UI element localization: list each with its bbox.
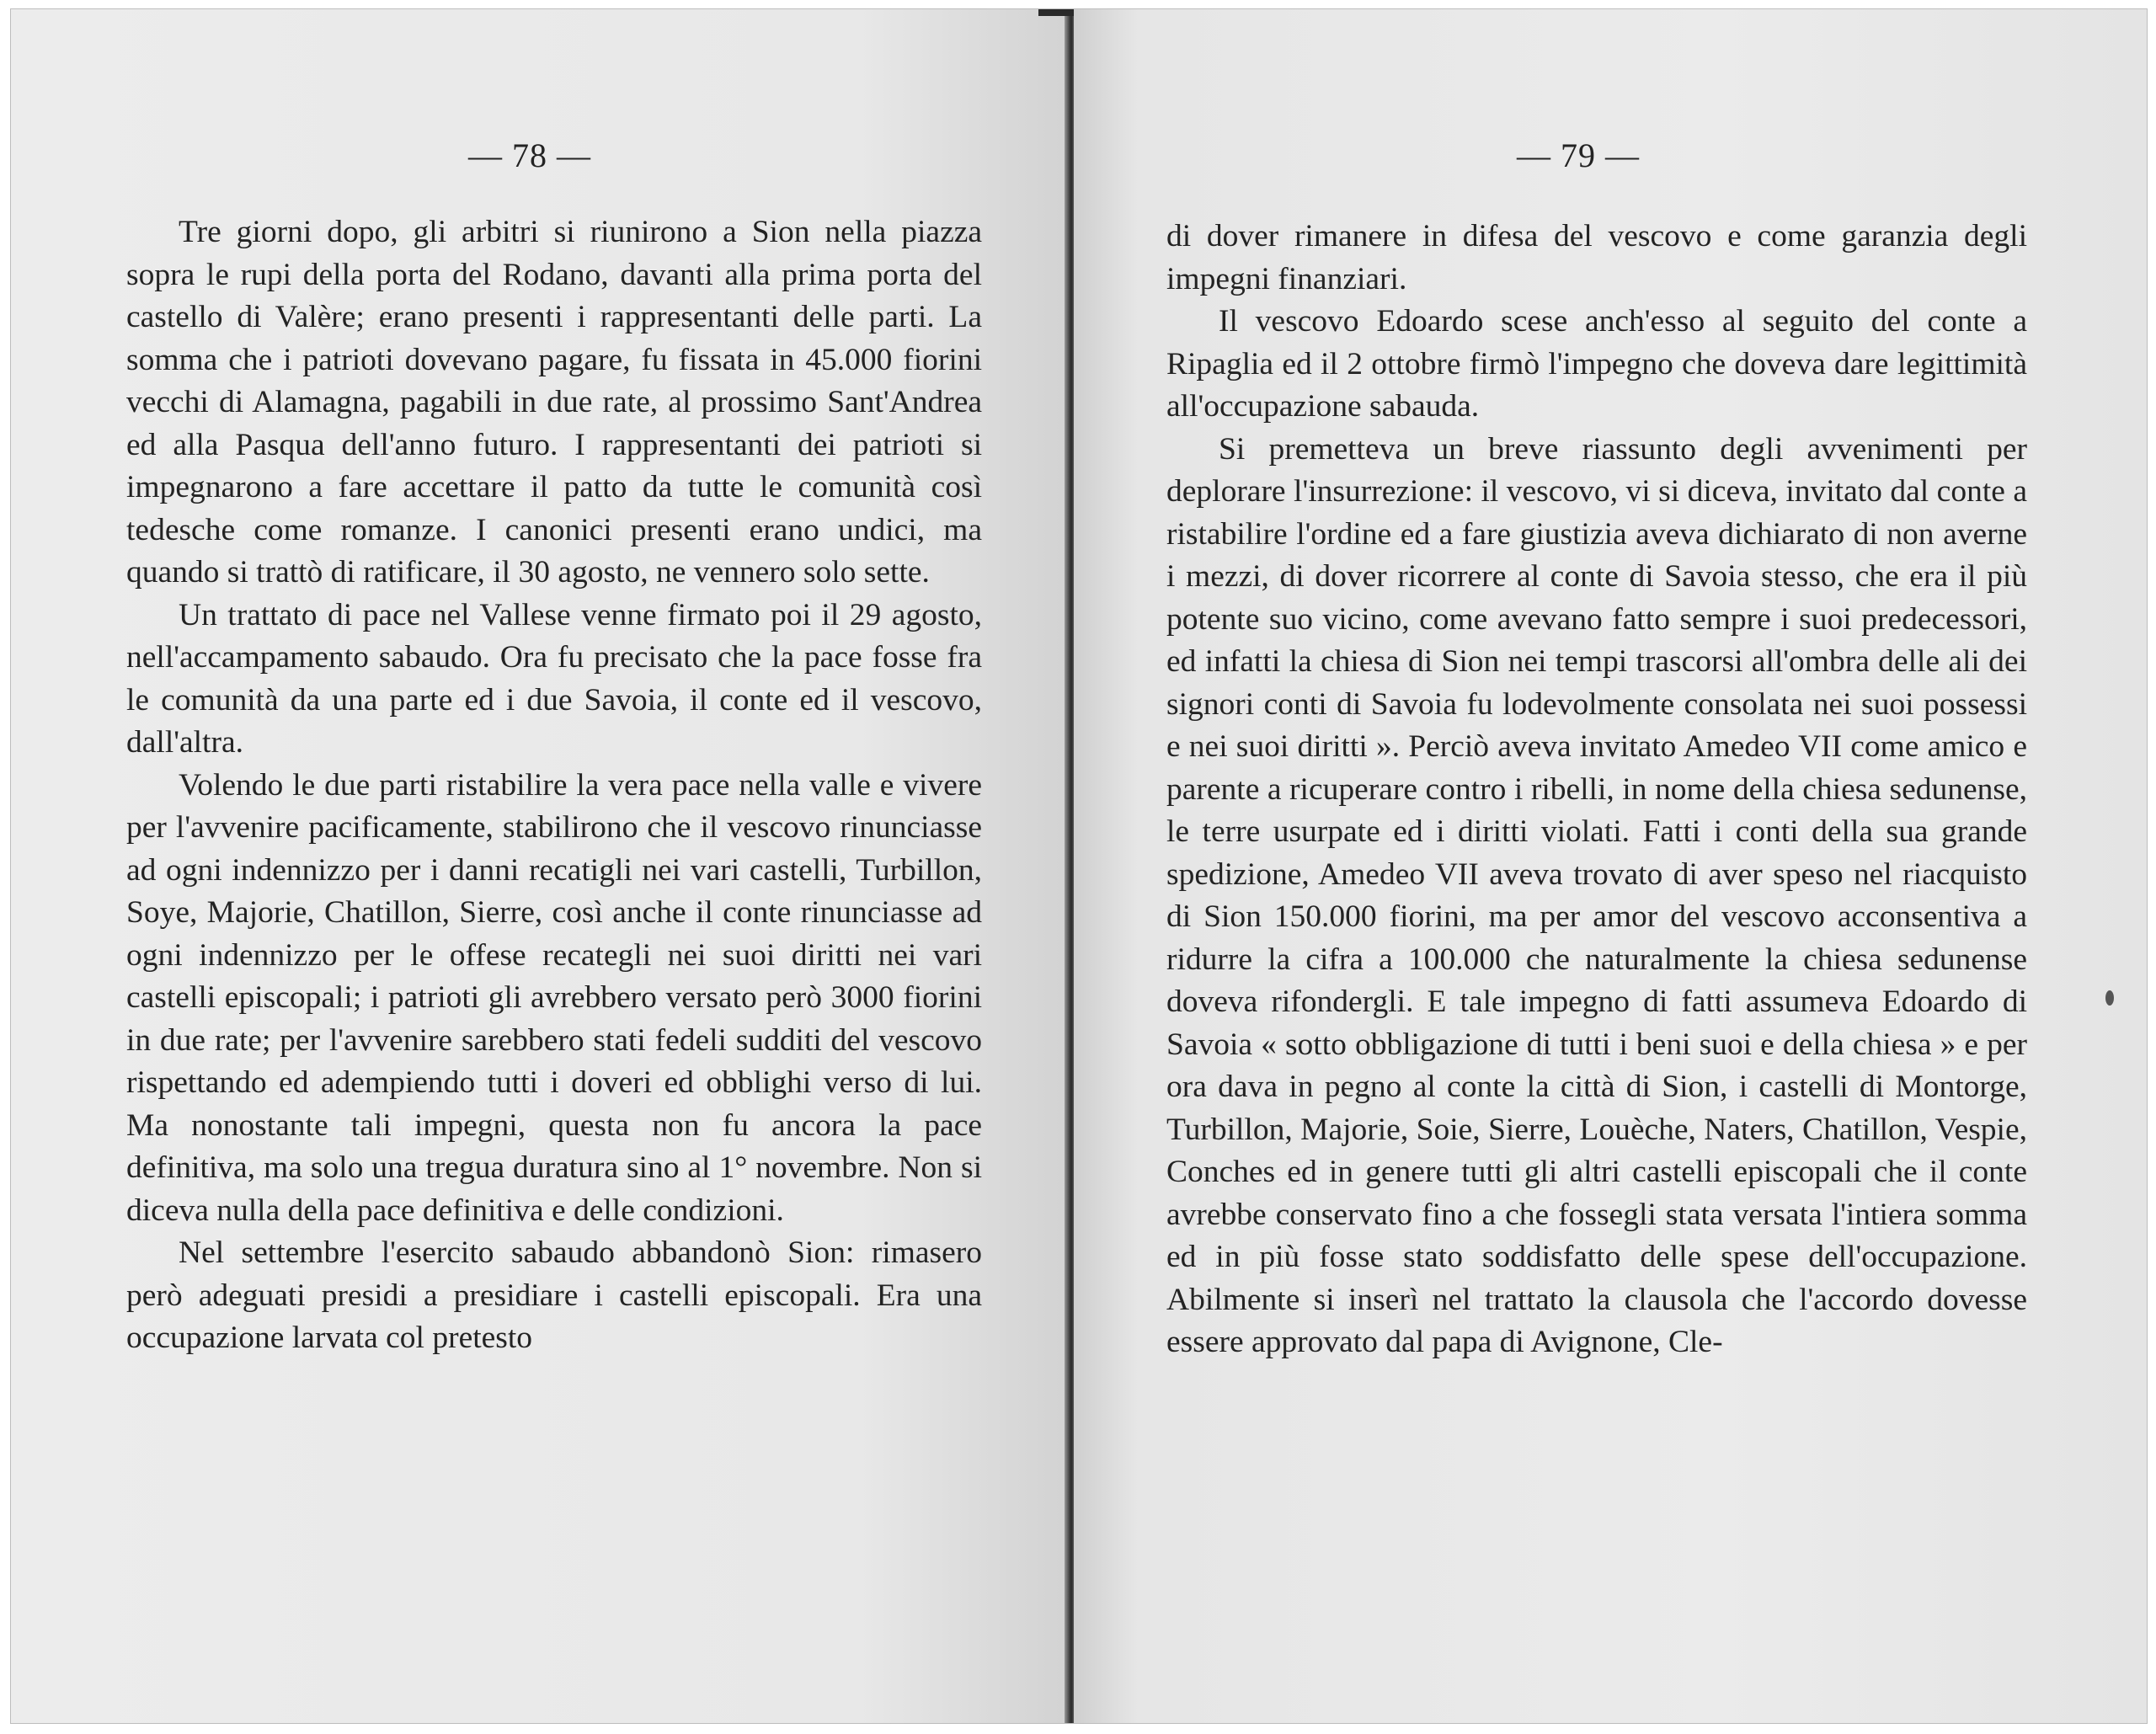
page-body (126, 211, 982, 1360)
right-page (1074, 9, 2147, 1723)
paragraph: Tre giorni dopo, gli arbitri si riunirono a Sion nella piazza sopra le rupi della porta del Rodano, davanti alla prima porta del castello di Valère; erano presenti i rappresentanti delle parti. La somma che i patrioti dovevano pagare, fu fissata in 45.000 fiorini vecchi di Alamagna, pagabili in due rate, al prossimo Sant'Andrea ed alla Pasqua dell'anno futuro. I rappresentanti dei patrioti si impegnarono a fare accettare il patto da tutte le comunità così tedesche come romanze. I canonici presenti erano undici, ma quando si trattò di ratificare, il 30 agosto, ne vennero solo sette. (126, 215, 982, 590)
page-number: — 78 — (468, 136, 591, 174)
paragraph: Un trattato di pace nel Vallese venne firmato poi il 29 agosto, nell'accampamento sabaudo. Ora fu precisato che la pace fosse fra le comunità da una parte ed i due Savoia, il conte ed il vescovo, dall'altra. (126, 597, 982, 760)
book-scan (10, 8, 2148, 1724)
paragraph: Si premetteva un breve riassunto degli avvenimenti per deplorare l'insurrezione: il vescovo, vi si diceva, invitato dal conte a ristabilire l'ordine ed a fare giustizia aveva dichiarato di non averne i mezzi, di dover ricorrere al conte di Savoia stesso, che era il più potente suo vicino, come avevano fatto sempre i suoi predecessori, ed infatti la chiesa di Sion nei tempi trascorsi all'ombra delle ali dei signori conti di Savoia fu lodevolmente consolata nei suoi possessi e nei suoi diritti ». Perciò aveva invitato Amedeo VII come amico e parente a ricuperare contro i ribelli, in nome della chiesa sedunense, le terre usurpate ed i diritti violati. Fatti i conti della sua grande spedizione, Amedeo VII aveva trovato di aver speso nel riacquisto di Sion 150.000 fiorini, ma per amor del vescovo acconsentiva a ridurre la cifra a 100.000 che naturalmente la chiesa sedunense doveva rifondergli. E tale impegno di fatti assumeva Edoardo di Savoia « sotto obbligazione di tutti i beni suoi e della chiesa » e per ora dava in pegno al conte la città di Sion, i castelli di Montorge, Turbillon, Majorie, Soie, Sierre, Louèche, Naters, Chatillon, Vespie, Conches ed in genere tutti gli altri castelli episcopali che il conte avrebbe conservato fino a che fossegli stata versata l'intiera somma ed in più fosse stato soddisfatto delle spese dell'occupazione. Abilmente si inserì nel trattato la clausola che l'accordo dovesse essere approvato dal papa di Avignone, Cle- (1166, 431, 2027, 1359)
paragraph: Nel settembre l'esercito sabaudo abbandonò Sion: rimasero però adeguati presidi a presidiare i castelli episcopali. Era una occupazione larvata col pretesto (126, 1235, 982, 1355)
paragraph: di dover rimanere in difesa del vescovo e come garanzia degli impegni finanziari. (1166, 219, 2027, 296)
paragraph: Volendo le due parti ristabilire la vera pace nella valle e vivere per l'avvenire pacificamente, stabilirono che il vescovo rinunciasse ad ogni indennizzo per i danni recatigli nei vari castelli, Turbillon, Soye, Majorie, Chatillon, Sierre, così anche il conte rinunciasse ad ogni indennizzo per le offese recategli nei suoi diritti nei vari castelli episcopali; i patrioti gli avrebbero versato però 3000 fiorini in due rate; per l'avvenire sarebbero stati fedeli sudditi del vescovo rispettando ed adempiendo tutti i doveri ed obblighi verso di lui. Ma nonostante tali impegni, questa non fu ancora la pace definitiva, ma solo una tregua duratura sino al 1° novembre. Non si diceva nulla della pace definitiva e delle condizioni. (126, 767, 982, 1228)
paragraph: Il vescovo Edoardo scese anch'esso al seguito del conte a Ripaglia ed il 2 ottobre firmò l'impegno che doveva dare legittimità all'occupazione sabauda. (1166, 304, 2027, 424)
left-page (11, 9, 1070, 1723)
page-body (1166, 216, 2027, 1364)
page-number: — 79 — (1517, 136, 1640, 174)
ink-smudge (2105, 990, 2114, 1006)
